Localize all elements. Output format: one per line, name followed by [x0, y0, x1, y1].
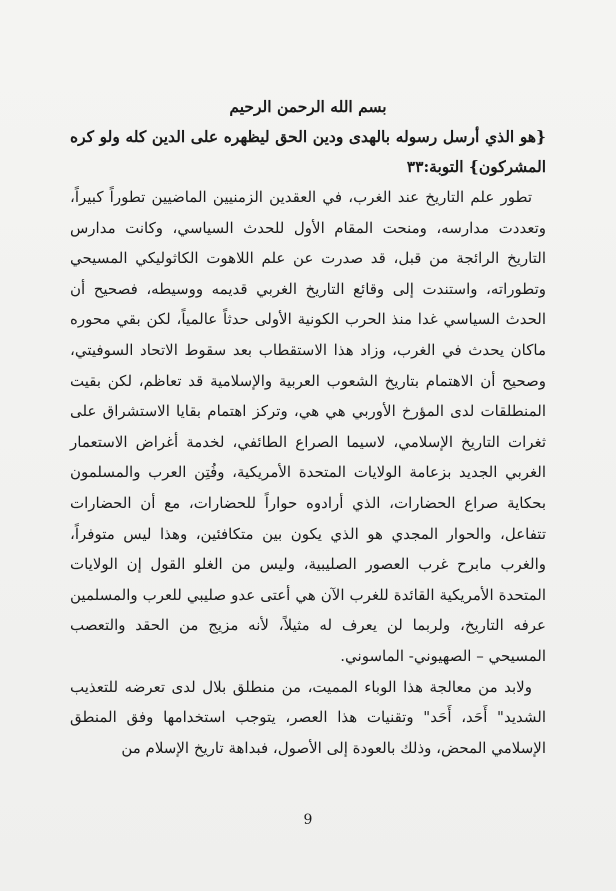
page-content — [70, 92, 546, 763]
body-paragraph-2: ولابد من معالجة هذا الوباء المميت، من منطلق بلال لدى تعرضه للتعذيب الشديد" أَحَد، أَحَد" وتقنيات هذا العصر، يتوجب استخدامها وفق المنطق الإسلامي المحض، وذلك بالعودة إلى الأصول، فبداهة تاريخ الإسلام من — [70, 677, 546, 757]
page-number: 9 — [303, 812, 313, 828]
basmala-heading: بسم الله الرحمن الرحيم — [229, 97, 387, 116]
quran-verse: {هو الذي أرسل رسوله بالهدى ودين الحق ليظهره على الدين كله ولو كره المشركون} التوبة:٣٣ — [70, 127, 546, 176]
body-paragraph-1: تطور علم التاريخ عند الغرب، في العقدين الزمنيين الماضيين تطوراً كبيراً، وتعددت مدارسه، ومنحت المقام الأول للحدث السياسي، وكانت مدارس التاريخ الرائجة من قبل، قد صدرت عن علم اللاهوت الكاثوليكي المسيحي وتطوراته، واستندت إلى وقائع التاريخ الغربي قديمه ووسيطه، فصحيح أن الحدث السياسي غدا منذ الحرب الكونية الأولى حدثاً عالمياً، لكن بقي محوره ماكان يحدث في الغرب، وزاد هذا الاستقطاب بعد سقوط الاتحاد السوفيتي، وصحيح أن الاهتمام بتاريخ الشعوب العربية والإسلامية قد تعاظم، لكن بقيت المنطلقات لدى المؤرخ الأوربي هي هي، وتركز اهتمام بقايا الاستشراق على ثغرات التاريخ الإسلامي، لاسيما الصراع الطائفي، لخدمة أغراض الاستعمار الغربي الجديد بزعامة الولايات المتحدة الأمريكية، وفُتِن العرب والمسلمون بحكاية صراع الحضارات، الذي أرادوه حواراً للحضارات، مع أن الحضارات تتفاعل، والحوار المجدي هو الذي يكون بين متكافئين، وهذا ليس متوفراً، والغرب مابرح غرب العصور الصليبية، وليس من الغلو القول إن الولايات المتحدة الأمريكية القائدة للغرب الآن هي أعتى عدو صليبي للعرب والمسلمين عرفه التاريخ، ولربما لن يعرف له مثيلاً، لأنه مزيج من الحقد والتعصب المسيحي – الصهيوني- الماسوني. — [70, 188, 546, 665]
